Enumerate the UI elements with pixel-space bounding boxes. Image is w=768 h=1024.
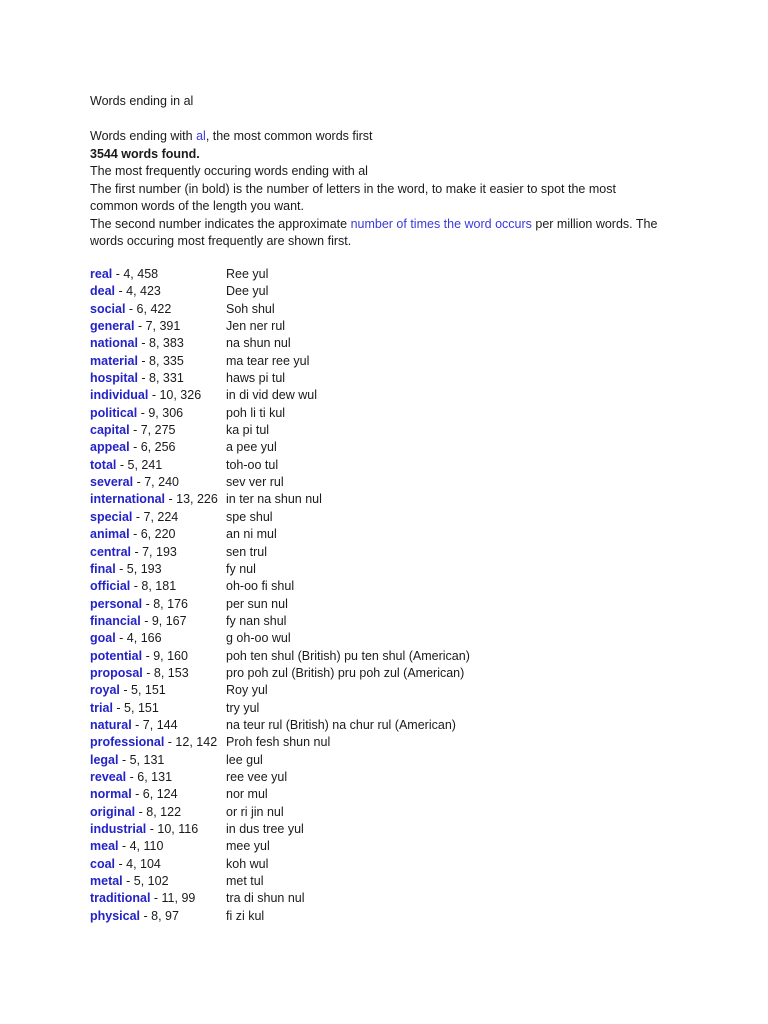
- frequency-line: The most frequently occuring words ending with al: [90, 164, 368, 178]
- list-item: [90, 613, 710, 630]
- list-item: [90, 682, 710, 699]
- word-link[interactable]: physical: [90, 908, 141, 923]
- word-stats: - 5, 151: [119, 683, 166, 698]
- first-number-note: The first number (in bold) is the number of letters in the word, to make it easier to spot the most: [90, 181, 616, 196]
- list-item: [90, 578, 710, 595]
- word-stats: - 9, 306: [137, 405, 184, 420]
- list-item: [90, 301, 710, 318]
- word-link[interactable]: total: [90, 457, 117, 472]
- document-header: [90, 93, 690, 251]
- word-stats: - 12, 142: [164, 735, 218, 750]
- list-item: [90, 335, 710, 352]
- word-stats: - 6, 131: [126, 769, 173, 784]
- word-stats: - 7, 391: [134, 319, 181, 334]
- word-link[interactable]: proposal: [90, 665, 143, 680]
- word-stats: - 6, 124: [131, 787, 178, 802]
- second-number-note-cont: words occuring most frequently are shown first.: [90, 234, 352, 248]
- word-link[interactable]: individual: [90, 388, 149, 403]
- word-stats: - 8, 176: [142, 596, 188, 611]
- pronunciation: poh ten shul (British) pu ten shul (American): [226, 648, 470, 663]
- word-link[interactable]: special: [90, 509, 133, 524]
- pronunciation: pro poh zul (British) pru poh zul (American): [226, 665, 465, 680]
- list-item: [90, 804, 710, 821]
- word-link[interactable]: professional: [90, 735, 165, 750]
- word-link[interactable]: official: [90, 579, 131, 594]
- word-stats: - 10, 116: [146, 822, 199, 836]
- list-item: [90, 283, 710, 300]
- list-item: [90, 405, 710, 422]
- word-stats: - 9, 167: [140, 613, 187, 628]
- word-link[interactable]: personal: [90, 596, 143, 611]
- word-link[interactable]: industrial: [90, 822, 147, 836]
- word-stats: - 5, 193: [115, 561, 162, 576]
- list-item: [90, 648, 710, 665]
- list-item: [90, 318, 710, 335]
- al-link[interactable]: al: [196, 129, 206, 143]
- list-item: [90, 457, 710, 474]
- word-link[interactable]: central: [90, 544, 131, 559]
- word-link[interactable]: animal: [90, 527, 130, 542]
- list-item: [90, 509, 710, 526]
- word-link[interactable]: international: [90, 492, 166, 507]
- intro-suffix: , the most common words first: [205, 129, 373, 143]
- word-link[interactable]: social: [90, 301, 126, 316]
- word-stats: - 8, 97: [140, 908, 179, 923]
- list-item: [90, 873, 710, 890]
- list-item: [90, 856, 710, 873]
- word-link[interactable]: metal: [90, 874, 123, 889]
- list-item: [90, 422, 710, 439]
- list-item: [90, 890, 710, 907]
- list-item: [90, 752, 710, 769]
- word-stats: - 5, 151: [112, 700, 159, 715]
- pronunciation: koh wul: [226, 856, 269, 871]
- word-stats: - 8, 331: [137, 371, 184, 386]
- pronunciation: mee yul: [226, 839, 270, 854]
- word-link[interactable]: reveal: [90, 769, 127, 784]
- pronunciation: poh li ti kul: [226, 405, 286, 420]
- word-stats: - 9, 160: [142, 648, 188, 663]
- pronunciation: oh-oo fi shul: [226, 579, 295, 594]
- word-list: [90, 266, 710, 925]
- list-item: [90, 561, 710, 578]
- page-title: Words ending in al: [90, 94, 194, 108]
- word-stats: - 6, 256: [129, 440, 176, 455]
- word-link[interactable]: financial: [90, 613, 141, 628]
- word-link[interactable]: coal: [90, 856, 116, 871]
- second-number-note: [90, 216, 690, 234]
- word-stats: - 10, 326: [148, 388, 202, 403]
- word-stats: - 5, 102: [122, 874, 169, 889]
- word-link[interactable]: political: [90, 405, 138, 420]
- pronunciation: na teur rul (British) na chur rul (American): [226, 717, 456, 732]
- word-link[interactable]: meal: [90, 839, 119, 854]
- word-stats: - 8, 181: [130, 579, 177, 594]
- word-stats: - 5, 241: [116, 457, 163, 472]
- pronunciation: in ter na shun nul: [226, 492, 322, 507]
- intro-line: [90, 128, 690, 146]
- list-item: [90, 474, 710, 491]
- pronunciation: Dee yul: [226, 284, 269, 299]
- list-item: [90, 353, 710, 370]
- pronunciation: try yul: [226, 700, 260, 715]
- word-stats: - 5, 131: [118, 752, 165, 767]
- spacer: [90, 111, 690, 129]
- word-count: 3544 words found.: [90, 146, 200, 161]
- word-link[interactable]: final: [90, 561, 116, 576]
- word-link[interactable]: potential: [90, 648, 143, 663]
- word-link[interactable]: material: [90, 353, 138, 368]
- word-stats: - 7, 275: [129, 423, 176, 438]
- word-link[interactable]: goal: [90, 631, 116, 646]
- pronunciation: haws pi tul: [226, 371, 286, 386]
- pronunciation: fi zi kul: [226, 908, 265, 923]
- second-suffix: per million words. The: [531, 216, 658, 231]
- intro-prefix: Words ending with: [90, 129, 197, 143]
- pronunciation: per sun nul: [226, 596, 288, 611]
- word-link[interactable]: trial: [90, 700, 113, 715]
- word-link[interactable]: capital: [90, 423, 130, 438]
- pronunciation: ree vee yul: [226, 769, 288, 784]
- word-stats: - 13, 226: [165, 492, 218, 507]
- pronunciation: Ree yul: [226, 267, 269, 281]
- word-link[interactable]: several: [90, 475, 134, 490]
- word-link[interactable]: hospital: [90, 371, 138, 386]
- pronunciation: fy nan shul: [226, 613, 287, 628]
- list-item: [90, 786, 710, 803]
- pronunciation: tra di shun nul: [226, 891, 305, 906]
- word-stats: - 8, 122: [135, 804, 182, 819]
- word-stats: - 7, 144: [131, 717, 178, 732]
- word-stats: - 8, 383: [137, 336, 184, 351]
- list-item: [90, 439, 710, 456]
- pronunciation: sev ver rul: [226, 475, 284, 490]
- word-link[interactable]: natural: [90, 717, 132, 732]
- word-link[interactable]: real: [90, 267, 113, 281]
- list-item: [90, 769, 710, 786]
- word-link[interactable]: appeal: [90, 440, 130, 455]
- list-item: [90, 838, 710, 855]
- word-link[interactable]: general: [90, 319, 135, 334]
- list-item: [90, 526, 710, 543]
- word-stats: - 6, 422: [125, 301, 172, 316]
- list-item: [90, 596, 710, 613]
- list-item: [90, 387, 710, 404]
- word-link[interactable]: original: [90, 804, 136, 819]
- pronunciation: Jen ner rul: [226, 319, 286, 334]
- word-stats: - 7, 193: [131, 544, 177, 559]
- list-item: [90, 908, 710, 925]
- word-stats: - 4, 110: [118, 839, 164, 854]
- pronunciation: in dus tree yul: [226, 822, 304, 836]
- pronunciation: g oh-oo wul: [226, 631, 291, 646]
- word-link[interactable]: royal: [90, 683, 120, 698]
- word-stats: - 4, 104: [115, 856, 161, 871]
- pronunciation: ma tear ree yul: [226, 353, 310, 368]
- word-stats: - 7, 224: [132, 509, 179, 524]
- word-stats: - 4, 166: [115, 631, 162, 646]
- occurrence-link[interactable]: number of times the word occurs: [350, 216, 532, 231]
- pronunciation: ka pi tul: [226, 423, 270, 438]
- pronunciation: spe shul: [226, 509, 273, 524]
- pronunciation: lee gul: [226, 752, 263, 767]
- word-stats: - 4, 423: [115, 284, 161, 299]
- list-item: [90, 821, 710, 838]
- pronunciation: Soh shul: [226, 301, 275, 316]
- list-item: [90, 544, 710, 561]
- pronunciation: in di vid dew wul: [226, 388, 318, 403]
- word-stats: - 11, 99: [150, 891, 196, 906]
- word-stats: - 6, 220: [129, 527, 176, 542]
- list-item: [90, 630, 710, 647]
- pronunciation: nor mul: [226, 787, 268, 802]
- word-link[interactable]: normal: [90, 787, 132, 802]
- pronunciation: na shun nul: [226, 336, 291, 351]
- word-link[interactable]: traditional: [90, 891, 151, 906]
- pronunciation: toh-oo tul: [226, 457, 279, 472]
- list-item: [90, 717, 710, 734]
- word-stats: - 8, 335: [137, 353, 184, 368]
- word-stats: - 7, 240: [133, 475, 179, 490]
- list-item: [90, 700, 710, 717]
- pronunciation: an ni mul: [226, 527, 277, 542]
- word-link[interactable]: deal: [90, 284, 116, 299]
- list-item: [90, 491, 710, 508]
- word-stats: - 4, 458: [112, 267, 159, 281]
- list-item: [90, 370, 710, 387]
- pronunciation: Roy yul: [226, 683, 268, 698]
- word-link[interactable]: national: [90, 336, 138, 351]
- pronunciation: fy nul: [226, 561, 256, 576]
- second-prefix: The second number indicates the approximate: [90, 216, 351, 231]
- pronunciation: met tul: [226, 874, 264, 889]
- list-item: [90, 266, 710, 283]
- pronunciation: sen trul: [226, 544, 267, 559]
- pronunciation: Proh fesh shun nul: [226, 735, 331, 750]
- list-item: [90, 665, 710, 682]
- pronunciation: or ri jin nul: [226, 804, 284, 819]
- pronunciation: a pee yul: [226, 440, 277, 455]
- first-number-note-cont: common words of the length you want.: [90, 199, 305, 213]
- word-link[interactable]: legal: [90, 752, 119, 767]
- word-stats: - 8, 153: [142, 665, 189, 680]
- list-item: [90, 734, 710, 751]
